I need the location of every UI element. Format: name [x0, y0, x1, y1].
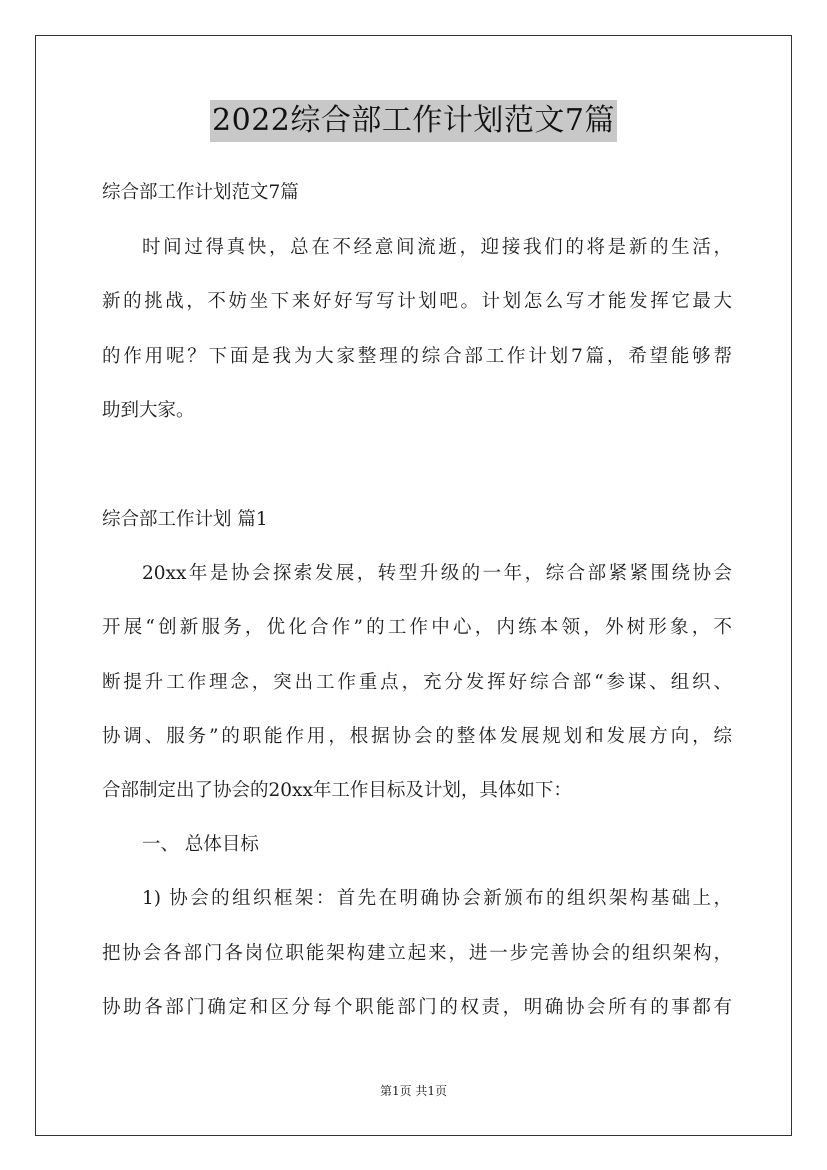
section-line: 合部制定出了协会的20xx年工作目标及计划，具体如下： [102, 780, 572, 801]
intro-line: 新的挑战，不妨坐下来好好写写计划吧。计划怎么写才能发挥它最大 [102, 291, 732, 312]
document-title: 2022综合部工作计划范文7篇 [210, 100, 617, 142]
item-line: 1) 协会的组织框架：首先在明确协会新颁布的组织架构基础上， [142, 888, 732, 909]
item-line: 协助各部门确定和区分每个职能部门的权责，明确协会所有的事都有 [102, 997, 732, 1018]
intro-line: 时间过得真快，总在不经意间流逝，迎接我们的将是新的生活， [142, 237, 732, 258]
intro-line: 的作用呢？下面是我为大家整理的综合部工作计划7篇，希望能够帮 [102, 346, 732, 367]
section-line: 开展“创新服务，优化合作”的工作中心，内练本领，外树形象，不 [102, 617, 732, 638]
subheading: 一、 总体目标 [142, 834, 259, 855]
page-footer: 第1页 共1页 [379, 1084, 448, 1098]
intro-line: 助到大家。 [102, 400, 195, 421]
section-line: 协调、服务”的职能作用，根据协会的整体发展规划和发展方向，综 [102, 726, 732, 747]
section-line: 断提升工作理念，突出工作重点，充分发挥好综合部“参谋、组织、 [102, 672, 732, 693]
document-subtitle: 综合部工作计划范文7篇 [102, 182, 299, 203]
section-heading: 综合部工作计划 篇1 [102, 509, 268, 530]
section-line: 20xx年是协会探索发展，转型升级的一年，综合部紧紧围绕协会 [142, 563, 732, 584]
title-container [0, 100, 827, 142]
item-line: 把协会各部门各岗位职能架构建立起来，进一步完善协会的组织架构， [102, 943, 732, 964]
